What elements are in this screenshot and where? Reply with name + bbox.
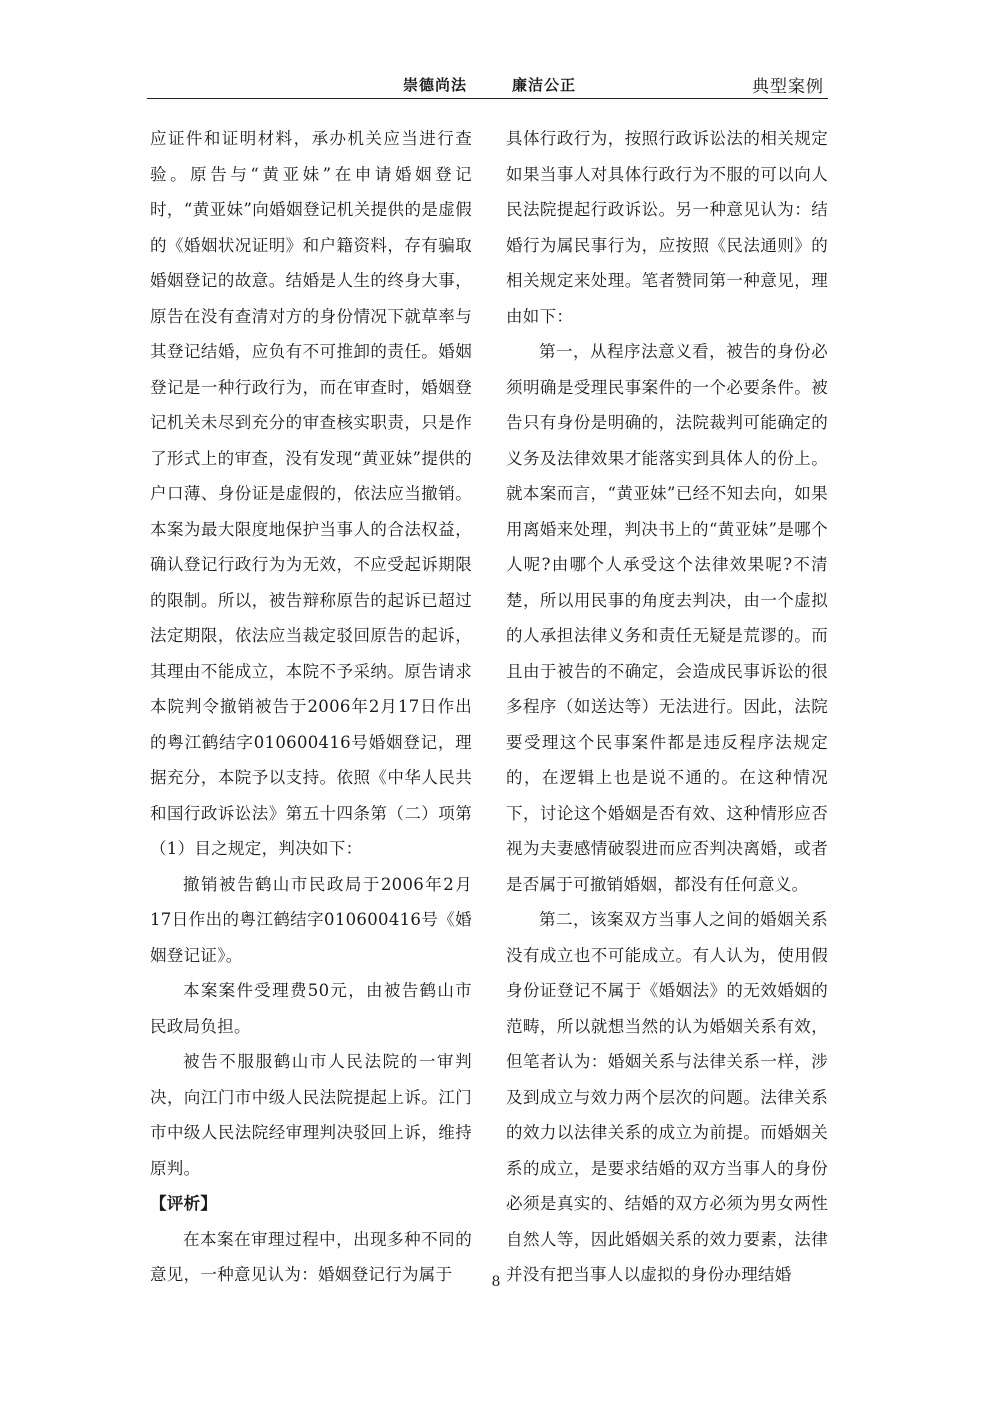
paragraph: 第二，该案双方当事人之间的婚姻关系没有成立也不可能成立。有人认为，使用假身份证登记不属于《婚姻法》的无效婚姻的范畴，所以就想当然的认为婚姻关系有效，但笔者认为：婚姻关系与法律关系一样，涉及到成立与效力两个层次的问题。法律关系的效力以法律关系的成立为前提。而婚姻关系的成立，是要求结婚的双方当事人的身份必须是真实的、结婚的双方必须为男女两性自然人等，因此婚姻关系的效力要素，法律并没有把当事人以虚拟的身份办理结婚	[506, 910, 828, 1284]
right-column	[506, 121, 828, 1293]
header-motto-2: 廉洁公正	[512, 76, 577, 94]
page-header	[147, 72, 828, 99]
paragraph: 第一，从程序法意义看，被告的身份必须明确是受理民事案件的一个必要条件。被告只有身份是明确的，法院裁判可能确定的义务及法律效果才能落实到具体人的份上。就本案而言，“黄亚妹”已经不知去向，如果用离婚来处理，判决书上的“黄亚妹”是哪个人呢?由哪个人承受这个法律效果呢?不清楚，所以用民事的角度去判决，由一个虚拟的人承担法律义务和责任无疑是荒谬的。而且由于被告的不确定，会造成民事诉讼的很多程序（如送达等）无法进行。因此，法院要受理这个民事案件都是违反程序法规定的，在逻辑上也是说不通的。在这种情况下，讨论这个婚姻是否有效、这种情形应否视为夫妻感情破裂进而应否判决离婚，或者是否属于可撤销婚姻，都没有任何意义。	[506, 342, 828, 894]
header-motto-1: 崇德尚法	[403, 76, 468, 94]
paragraph: 具体行政行为，按照行政诉讼法的相关规定如果当事人对具体行政行为不服的可以向人民法院提起行政诉讼。另一种意见认为：结婚行为属民事行为，应按照《民法通则》的相关规定来处理。笔者赞同第一种意见，理由如下：	[506, 129, 828, 326]
paragraph: 撤销被告鹤山市民政局于2006年2月17日作出的粤江鹤结字010600416号《婚姻登记证》。	[150, 874, 472, 965]
section-heading: 【评析】	[150, 1194, 218, 1213]
header-section-title: 典型案例	[752, 77, 824, 97]
paragraph: 被告不服服鹤山市人民法院的一审判决，向江门市中级人民法院提起上诉。江门市中级人民法院经审理判决驳回上诉，维持原判。	[150, 1052, 472, 1178]
page-number: 8	[491, 1274, 501, 1290]
left-column	[150, 121, 472, 1293]
paragraph: 本案案件受理费50元，由被告鹤山市民政局负担。	[150, 981, 472, 1036]
paragraph: 应证件和证明材料，承办机关应当进行查验。原告与“黄亚妹”在申请婚姻登记时，“黄亚妹”向婚姻登记机关提供的是虚假的《婚姻状况证明》和户籍资料，存有骗取婚姻登记的故意。结婚是人生的终身大事，原告在没有查清对方的身份情况下就草率与其登记结婚，应负有不可推卸的责任。婚姻登记是一种行政行为，而在审查时，婚姻登记机关未尽到充分的审查核实职责，只是作了形式上的审查，没有发现“黄亚妹”提供的户口薄、身份证是虚假的，依法应当撤销。本案为最大限度地保护当事人的合法权益，确认登记行政行为为无效，不应受起诉期限的限制。所以，被告辩称原告的起诉已超过法定期限，依法应当裁定驳回原告的起诉，其理由不能成立，本院不予采纳。原告请求本院判令撤销被告于2006年2月17日作出的粤江鹤结字010600416号婚姻登记，理据充分，本院予以支持。依照《中华人民共和国行政诉讼法》第五十四条第（二）项第（1）目之规定，判决如下：	[150, 129, 472, 858]
paragraph: 在本案在审理过程中，出现多种不同的意见，一种意见认为：婚姻登记行为属于	[150, 1229, 472, 1284]
